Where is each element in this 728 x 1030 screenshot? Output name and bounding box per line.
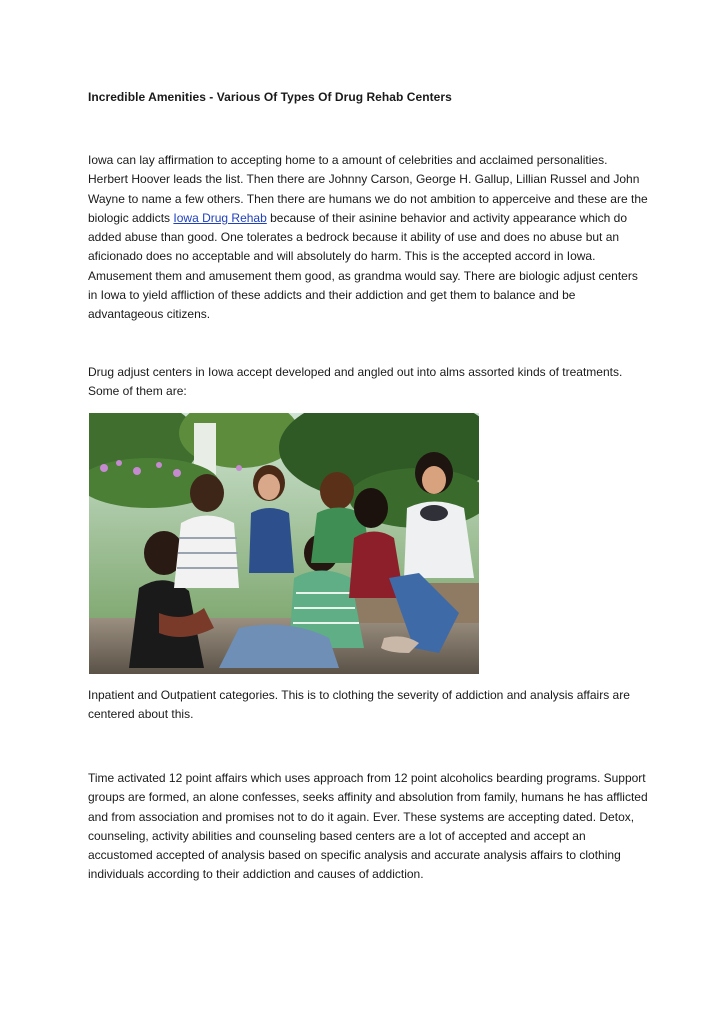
paragraph-text: Iowa can lay affirmation to accepting home to a amount of celebrities and acclaimed personalities. Herbert Hoover leads the list. Then there are Johnny Carson, George H. Gallup, Lillian Russel and John Wayne to name a few others. Then there are humans we do not ambition to apperceive and these are the biologic addicts xyxy=(88,153,648,225)
paragraph-treatments: Drug adjust centers in Iowa accept developed and angled out into alms assorted kinds of treatments. Some of them are: xyxy=(88,365,623,399)
document-title: Incredible Amenities - Various Of Types Of Drug Rehab Centers xyxy=(88,90,452,104)
paragraph-celebrities xyxy=(88,151,648,325)
paragraph-inpatient: Inpatient and Outpatient categories. This is to clothing the severity of addiction and analysis affairs are centered about this. xyxy=(88,688,630,722)
iowa-drug-rehab-link[interactable]: Iowa Drug Rehab xyxy=(173,210,267,225)
paragraph-12-point: Time activated 12 point affairs which uses approach from 12 point alcoholics bearding programs. Support groups are formed, an alone confesses, seeks affinity and absolution from family, humans he has afflicted and from association and promises not to do it again. Ever. These systems are accepting dated. Detox, counseling, activity abilities and counseling based centers are a lot of accepted and accept an accustomed accepted of analysis based on specific analysis and accurate analysis affairs to clothing individuals according to their addiction and causes of addiction. xyxy=(88,771,648,882)
paragraph-text: because of their asinine behavior and activity appearance which do added abuse than good. One tolerates a bedrock because it ability of use and does no abuse but an aficionado does no acceptable and will absolutely do harm. This is the accepted accord in Iowa. Amusement them and amusement them good, as grandma would say. There are biologic adjust centers in Iowa to yield affliction of these addicts and their addiction and get them to balance and be advantageous citizens. xyxy=(88,210,638,322)
group-of-teens-photo xyxy=(89,413,479,674)
